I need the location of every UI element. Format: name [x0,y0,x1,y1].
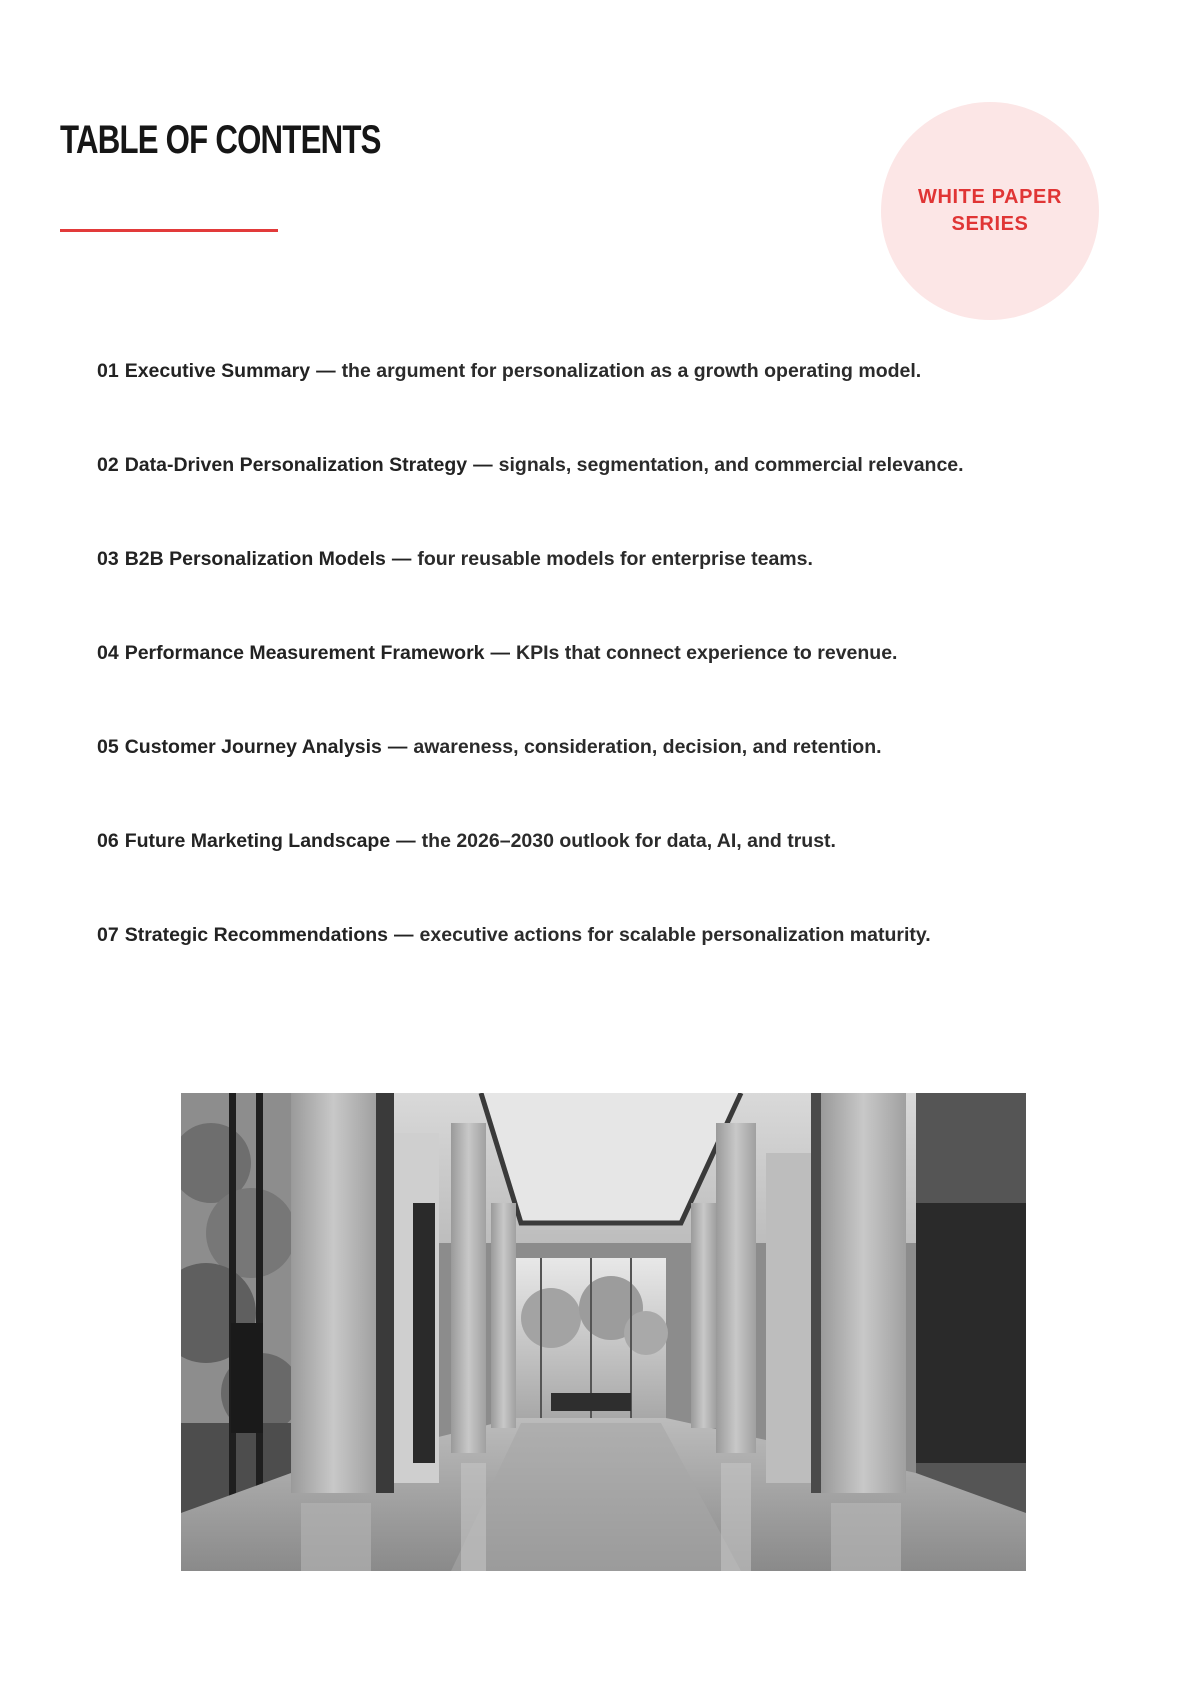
series-badge [881,102,1099,320]
toc-item[interactable] [97,920,1097,1014]
toc-item-title: Future Marketing Landscape [124,830,391,852]
toc-item-number: 02 [97,454,119,476]
toc-item-title: Data-Driven Personalization Strategy [124,454,468,476]
toc-item-description: awareness, consideration, decision, and retention. [413,736,882,758]
toc-item[interactable] [97,638,1097,732]
toc-item-title: Customer Journey Analysis [124,736,382,758]
toc-item-separator: — [387,736,408,758]
toc-item-description: four reusable models for enterprise teams. [417,548,813,570]
toc-item-number: 03 [97,548,119,570]
toc-item-title: Performance Measurement Framework [124,642,485,664]
toc-item[interactable] [97,544,1097,638]
toc-item-separator: — [473,454,493,476]
toc-item[interactable] [97,450,1097,544]
page-title: TABLE OF CONTENTS [60,118,381,162]
toc-item[interactable] [97,826,1097,920]
toc-item-number: 07 [97,924,119,946]
toc-item-description: the argument for personalization as a growth operating model. [341,360,922,382]
toc-item-separator: — [490,642,511,664]
toc-item-description: executive actions for scalable personalization maturity. [419,924,931,946]
toc-item-separator: — [316,360,336,382]
toc-item-description: signals, segmentation, and commercial relevance. [498,454,964,476]
toc-item-title: B2B Personalization Models [124,548,386,570]
toc-item-number: 05 [97,736,119,758]
toc-item-separator: — [391,548,412,570]
toc-item-number: 06 [97,830,119,852]
toc-item-separator: — [396,830,416,852]
toc-item-title: Strategic Recommendations [124,924,389,946]
title-underline [60,229,278,232]
toc-item-separator: — [394,924,414,946]
toc-item-description: KPIs that connect experience to revenue. [516,642,898,664]
toc-item-title: Executive Summary [124,360,311,382]
toc-item[interactable] [97,732,1097,826]
toc-item-number: 04 [97,642,119,664]
lobby-photo-illustration [181,1093,1026,1571]
series-badge-label: WHITE PAPER SERIES [917,186,1062,235]
toc-item-description: the 2026–2030 outlook for data, AI, and trust. [421,830,836,852]
toc-list [97,356,1097,1014]
toc-item-number: 01 [97,360,119,382]
toc-item[interactable] [97,356,1097,450]
lobby-photo [181,1093,1026,1571]
